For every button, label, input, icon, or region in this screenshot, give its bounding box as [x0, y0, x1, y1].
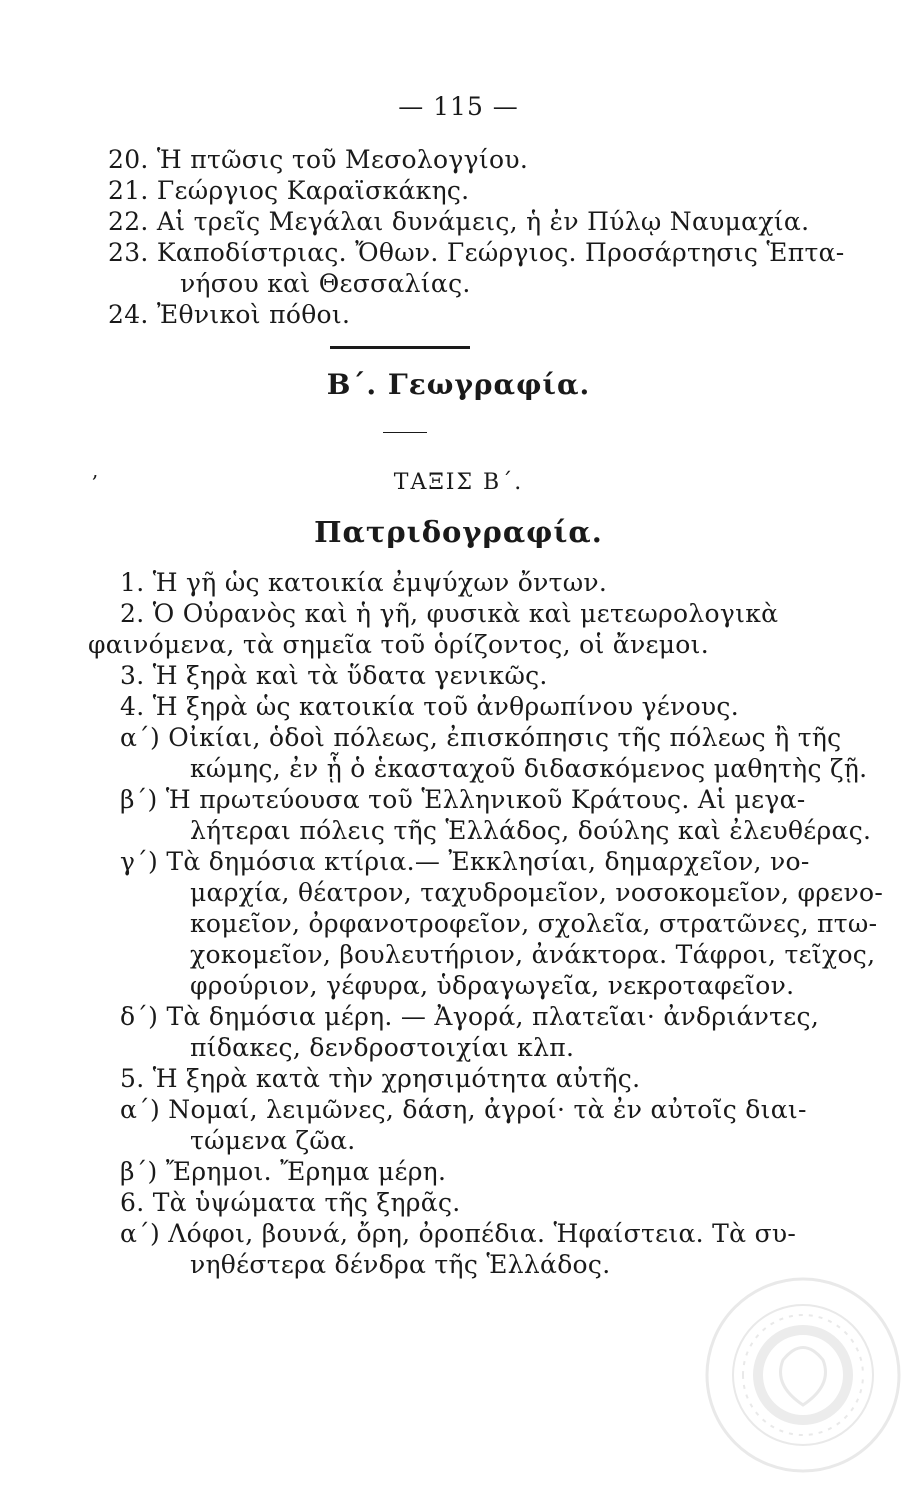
geo-line: κομεῖον, ὀρφανοτροφεῖον, σχολεῖα, στρατῶνες, πτω- — [190, 909, 878, 938]
history-item-23: 23. Καποδίστριας. Ὄθων. Γεώργιος. Προσάρτησις Ἑπτα- — [108, 238, 845, 267]
section-title: Β΄. Γεωγραφία. — [326, 368, 591, 401]
geo-line: α΄) Οἰκίαι, ὁδοὶ πόλεως, ἐπισκόπησις τῆς πόλεως ἢ τῆς — [120, 723, 842, 752]
section-divider-thick — [330, 346, 470, 349]
geo-line: α΄) Λόφοι, βουνά, ὄρη, ὀροπέδια. Ἡφαίστεια. Τὰ συ- — [120, 1219, 797, 1248]
geo-line: α΄) Νομαί, λειμῶνες, δάση, ἀγροί· τὰ ἐν αὐτοῖς διαι- — [120, 1095, 807, 1124]
geo-line: 1. Ἡ γῆ ὡς κατοικία ἐμψύχων ὄντων. — [120, 568, 608, 597]
history-item-24: 24. Ἐθνικοὶ πόθοι. — [108, 300, 351, 329]
geo-line: 3. Ἡ ξηρὰ καὶ τὰ ὕδατα γενικῶς. — [120, 661, 548, 690]
section-divider-thin — [383, 432, 427, 433]
history-item-21: 21. Γεώργιος Καραϊσκάκης. — [108, 176, 470, 205]
history-item-23-cont: νήσου καὶ Θεσσαλίας. — [180, 269, 471, 298]
geo-line: κώμης, ἐν ᾗ ὁ ἑκασταχοῦ διδασκόμενος μαθητὴς ζῇ. — [190, 754, 868, 783]
geo-line: β΄) Ἔρημοι. Ἔρημα μέρη. — [120, 1157, 447, 1186]
geo-line: φρούριον, γέφυρα, ὑδραγωγεῖα, νεκροταφεῖον. — [190, 971, 795, 1000]
geo-line: 4. Ἡ ξηρὰ ὡς κατοικία τοῦ ἀνθρωπίνου γένους. — [120, 692, 739, 721]
geo-line: 2. Ὁ Οὐρανὸς καὶ ἡ γῆ, φυσικὰ καὶ μετεωρολογικὰ — [120, 599, 779, 628]
geo-line: 5. Ἡ ξηρὰ κατὰ τὴν χρησιμότητα αὐτῆς. — [120, 1064, 641, 1093]
geo-line: β΄) Ἡ πρωτεύουσα τοῦ Ἑλληνικοῦ Κράτους. Αἱ μεγα- — [120, 785, 806, 814]
geo-line: φαινόμενα, τὰ σημεῖα τοῦ ὁρίζοντος, οἱ ἄνεμοι. — [88, 630, 709, 659]
history-item-22: 22. Αἱ τρεῖς Μεγάλαι δυνάμεις, ἡ ἐν Πύλῳ Ναυμαχία. — [108, 207, 810, 236]
geo-line: νηθέστερα δένδρα τῆς Ἑλλάδος. — [190, 1250, 611, 1279]
subject-title: Πατριδογραφία. — [314, 515, 603, 549]
page-number: — 115 — — [398, 92, 519, 121]
geo-line: τώμενα ζῶα. — [190, 1126, 356, 1155]
geo-line: λήτεραι πόλεις τῆς Ἑλλάδος, δούλης καὶ ἐλευθέρας. — [190, 816, 872, 845]
history-item-20: 20. Ἡ πτῶσις τοῦ Μεσολογγίου. — [108, 145, 529, 174]
geo-line: μαρχία, θέατρον, ταχυδρομεῖον, νοσοκομεῖον, φρενο- — [190, 878, 884, 907]
university-seal-watermark — [703, 1275, 903, 1475]
geo-line: χοκομεῖον, βουλευτήριον, ἀνάκτορα. Τάφροι, τεῖχος, — [190, 940, 876, 969]
geo-line: πίδακες, δενδροστοιχίαι κλπ. — [190, 1033, 575, 1062]
geo-line: 6. Τὰ ὑψώματα τῆς ξηρᾶς. — [120, 1188, 461, 1217]
geo-line: γ΄) Τὰ δημόσια κτίρια.— Ἐκκλησίαι, δημαρχεῖον, νο- — [120, 847, 810, 876]
geo-line: δ΄) Τὰ δημόσια μέρη. — Ἀγορά, πλατεῖαι· ἀνδριάντες, — [120, 1002, 820, 1031]
class-title: ΤΑΞΙΣ Β΄. — [393, 470, 524, 495]
stray-mark: , — [92, 458, 99, 482]
